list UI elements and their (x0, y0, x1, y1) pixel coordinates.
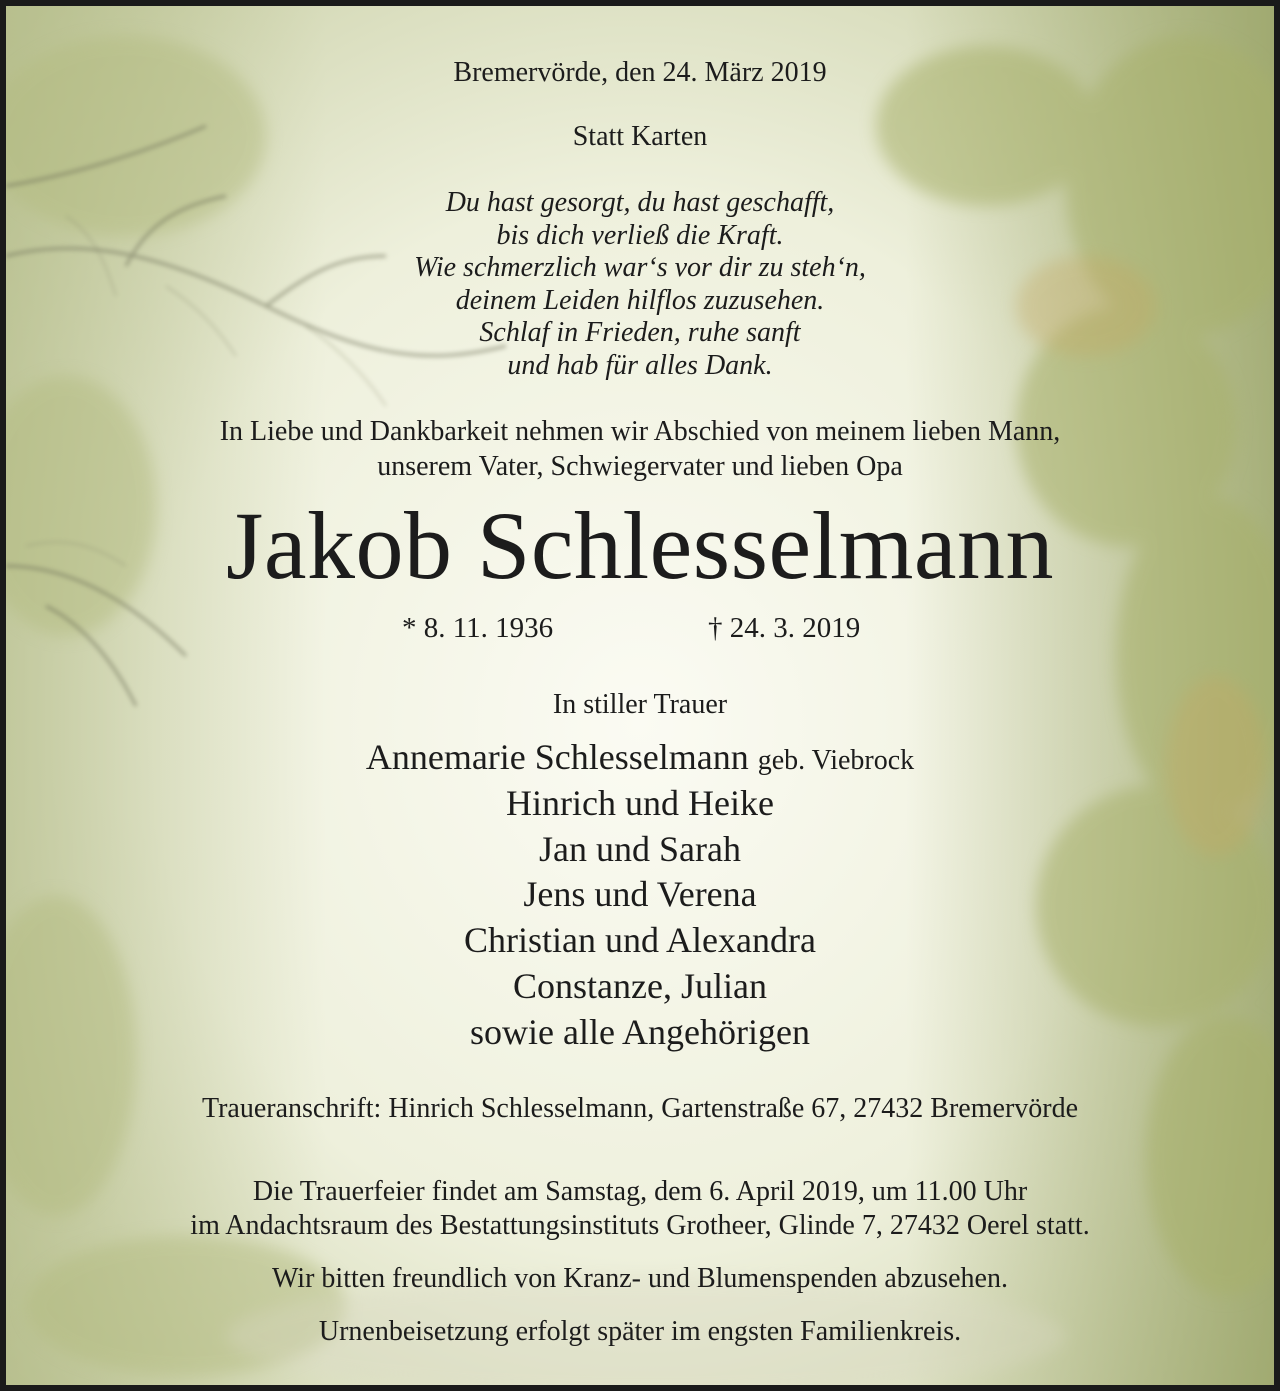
intro-line: unserem Vater, Schwiegervater und lieben Opa (377, 451, 903, 482)
family-member: Jan und Sarah (539, 829, 741, 869)
birth-date: * 8. 11. 1936 (402, 612, 554, 644)
statt-karten: Statt Karten (572, 121, 708, 152)
widow-name: Annemarie Schlesselmann (365, 737, 749, 777)
poem-line: Schlaf in Frieden, ruhe sanft (479, 317, 801, 348)
service-line: im Andachtsraum des Bestattungsinstituts Grotheer, Glinde 7, 27432 Oerel statt. (190, 1210, 1090, 1241)
family-member: Hinrich und Heike (506, 783, 774, 823)
place-date: Bremervörde, den 24. März 2019 (453, 57, 827, 88)
mourning-heading: In stiller Trauer (552, 689, 728, 720)
death-date: † 24. 3. 2019 (708, 612, 861, 644)
family-member-widow (6, 734, 1274, 784)
deceased-name: Jakob Schlesselmann (225, 492, 1055, 599)
family-member: Christian und Alexandra (464, 920, 816, 960)
family-member: Jens und Verena (523, 874, 757, 914)
poem-line: Du hast gesorgt, du hast geschafft, (445, 187, 835, 218)
flowers-request: Wir bitten freundlich von Kranz- und Blumenspenden abzusehen. (272, 1263, 1008, 1294)
notice-content (6, 6, 1274, 1385)
service-line: Die Trauerfeier findet am Samstag, dem 6. April 2019, um 11.00 Uhr (252, 1176, 1028, 1207)
poem-line: deinem Leiden hilflos zuzusehen. (455, 285, 825, 316)
poem-line: Wie schmerzlich war‘s vor dir zu steh‘n, (414, 252, 866, 283)
mourning-address: Traueranschrift: Hinrich Schlesselmann, Gartenstraße 67, 27432 Bremervörde (201, 1093, 1079, 1124)
poem-line: und hab für alles Dank. (507, 350, 773, 381)
family-member: Constanze, Julian (513, 966, 767, 1006)
intro-line: In Liebe und Dankbarkeit nehmen wir Abschied von meinem lieben Mann, (219, 416, 1061, 447)
family-member: sowie alle Angehörigen (470, 1012, 810, 1052)
urn-burial-note: Urnenbeisetzung erfolgt später im engsten Familienkreis. (318, 1316, 962, 1347)
poem-line: bis dich verließ die Kraft. (496, 220, 784, 251)
widow-maiden-name: geb. Viebrock (757, 745, 915, 776)
